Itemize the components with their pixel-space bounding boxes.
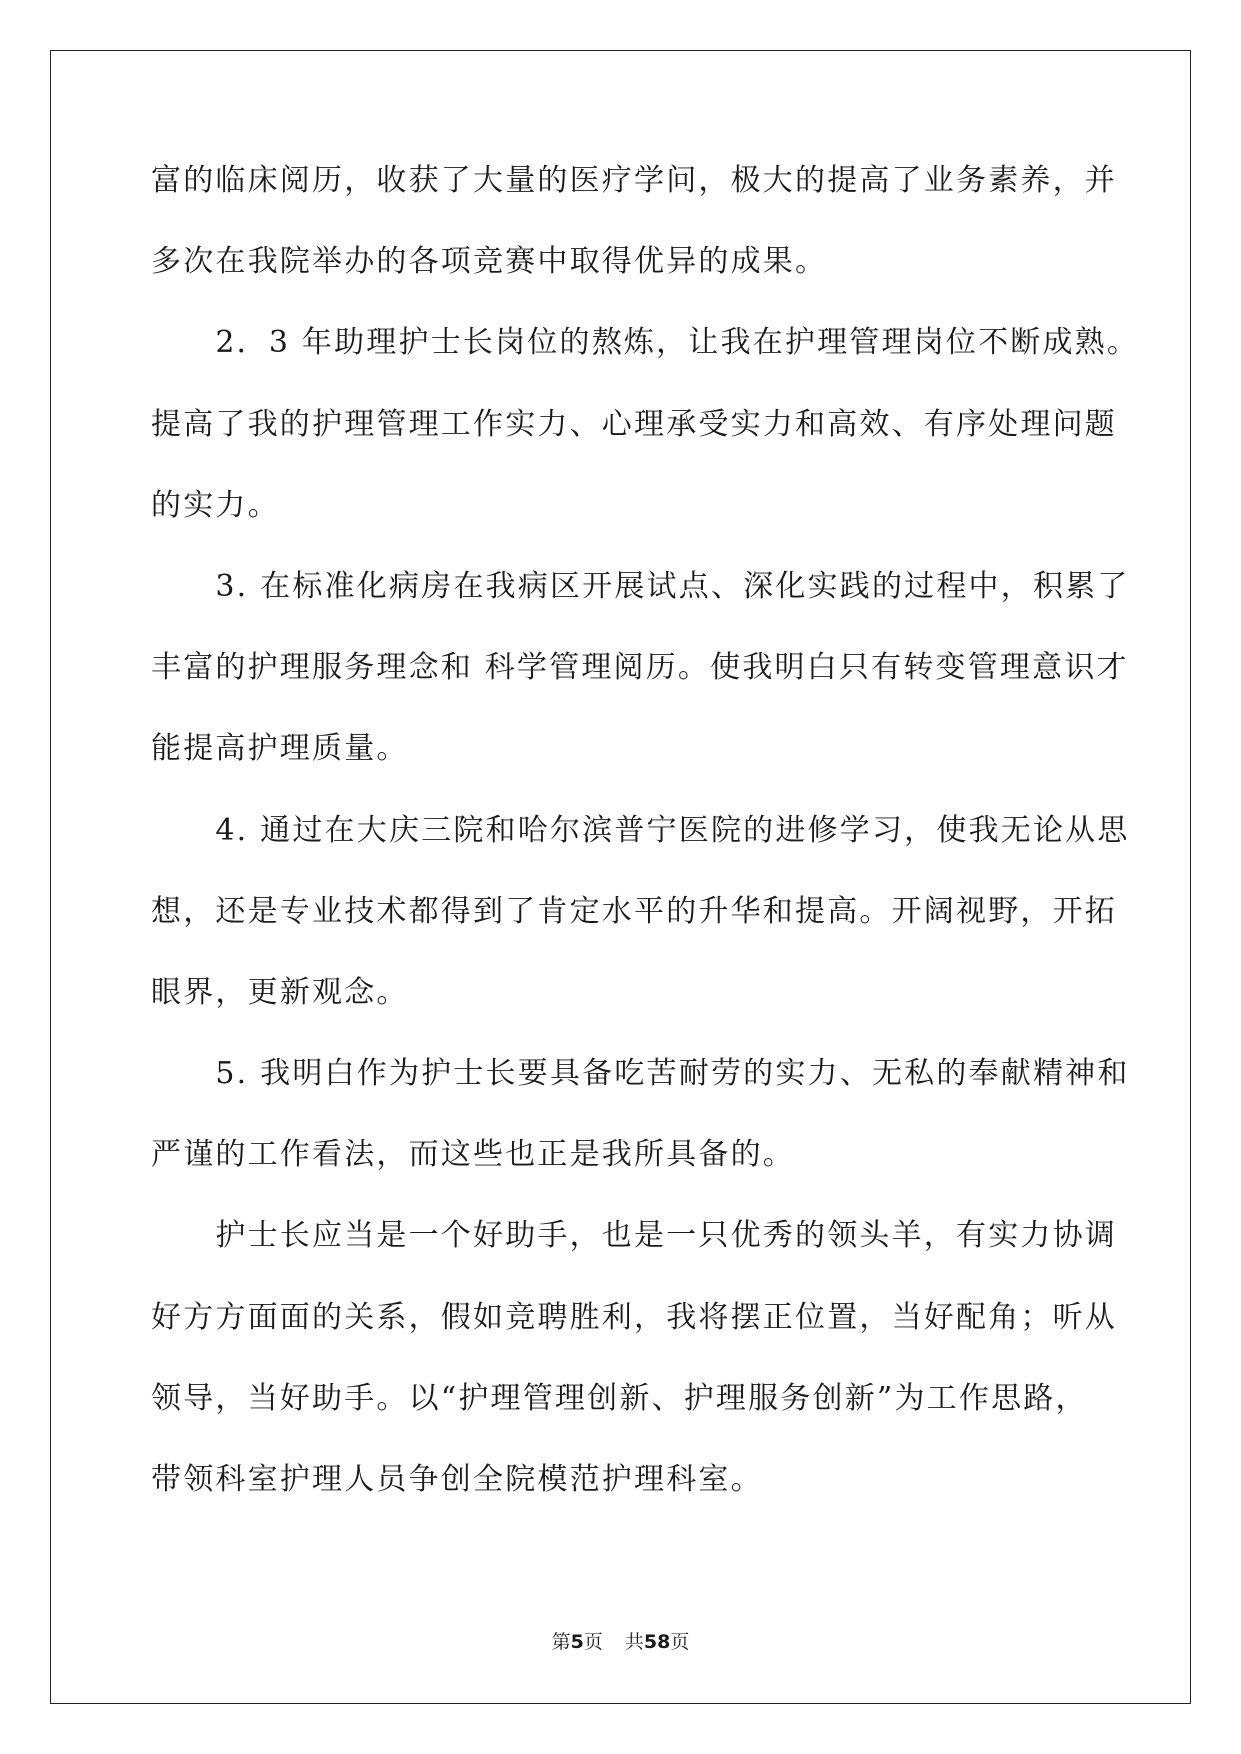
text-line: 领导，当好助手。以“护理管理创新、护理服务创新”为工作思路，: [151, 1380, 1088, 1416]
page-footer: [0, 1630, 1241, 1654]
text-line: 2．3 年助理护士长岗位的熬炼，让我在护理管理岗位不断成熟。: [151, 325, 1140, 361]
text-line: 富的临床阅历，收获了大量的医疗学问，极大的提高了业务素养，并: [151, 163, 1117, 198]
text-line: 的实力。: [151, 487, 280, 523]
page-prefix: 第: [551, 1631, 571, 1653]
text-line: 3. 在标准化病房在我病区开展试点、深化实践的过程中，积累了: [151, 568, 1130, 604]
text-line: 丰富的护理服务理念和 科学管理阅历。使我明白只有转变管理意识才: [151, 650, 1129, 686]
total-suffix: 页: [670, 1631, 690, 1653]
text-line: 带领科室护理人员争创全院模范护理科室。: [151, 1462, 763, 1497]
text-line: 好方方面面的关系，假如竞聘胜利，我将摆正位置，当好配角；听从: [151, 1299, 1117, 1335]
text-line: 想，还是专业技术都得到了肯定水平的升华和提高。开阔视野，开拓: [151, 893, 1117, 929]
document-body: [151, 161, 1140, 1541]
total-prefix: 共: [624, 1631, 644, 1653]
text-line: 5. 我明白作为护士长要具备吃苦耐劳的实力、无私的奉献精神和: [151, 1056, 1130, 1092]
text-line: 护士长应当是一个好助手，也是一只优秀的领头羊，有实力协调: [151, 1218, 1117, 1254]
page-number: 5: [570, 1631, 584, 1653]
text-line: 多次在我院举办的各项竞赛中取得优异的成果。: [151, 244, 828, 280]
text-line: 4. 通过在大庆三院和哈尔滨普宁医院的进修学习，使我无论从思: [151, 812, 1130, 848]
text-line: 能提高护理质量。: [151, 731, 409, 767]
text-line: 严谨的工作看法，而这些也正是我所具备的。: [151, 1137, 795, 1173]
page-suffix: 页: [583, 1631, 603, 1653]
text-line: 眼界，更新观念。: [151, 974, 409, 1010]
total-pages: 58: [643, 1631, 671, 1653]
text-line: 提高了我的护理管理工作实力、心理承受实力和高效、有序处理问题: [151, 406, 1117, 442]
